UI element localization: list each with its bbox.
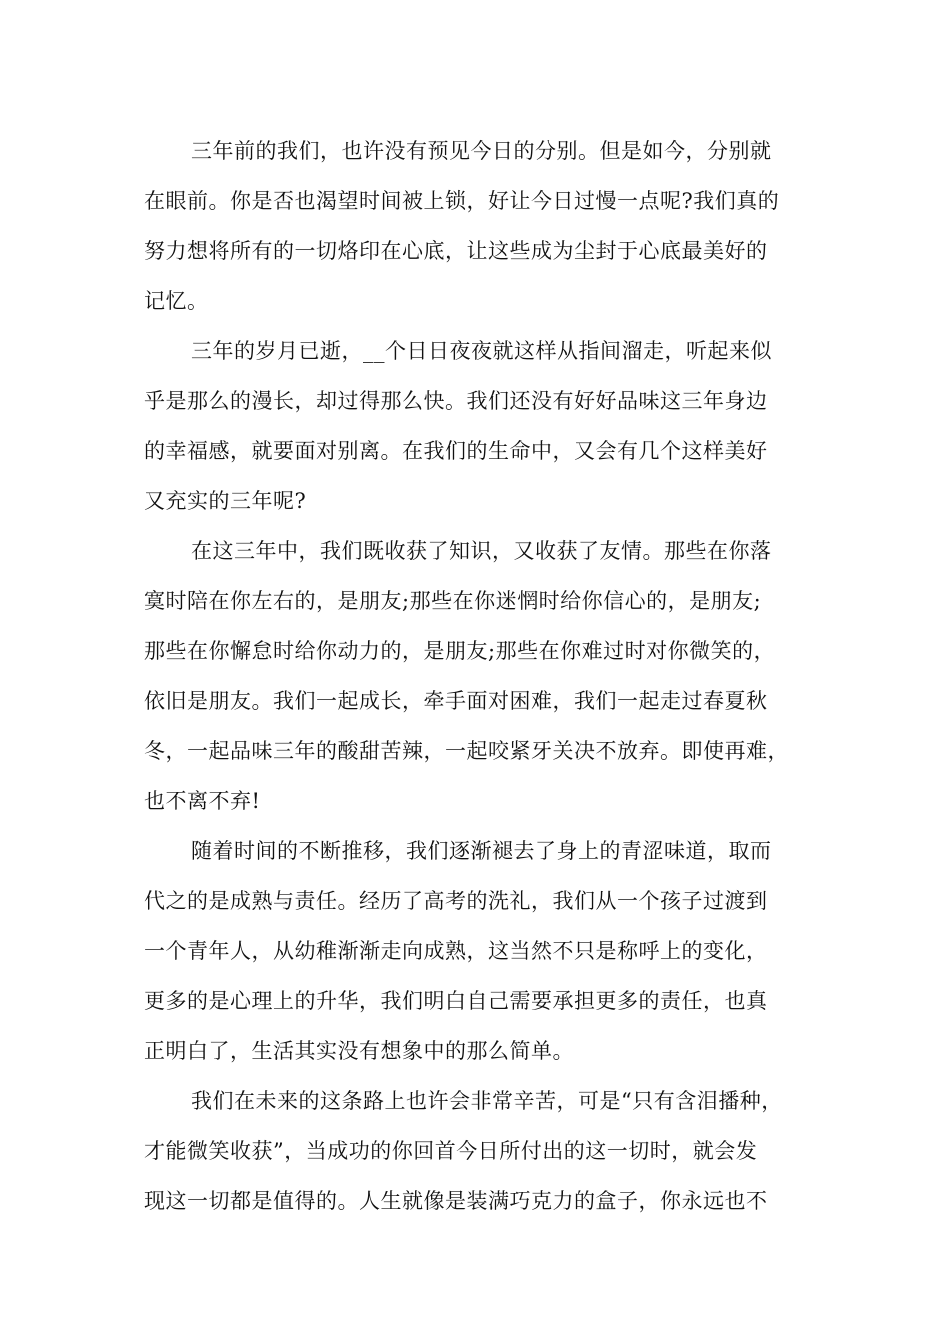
- text-line: 现这一切都是值得的。人生就像是装满巧克力的盒子，你永远也不: [144, 1189, 768, 1213]
- text-line: 正明白了，生活其实没有想象中的那么简单。: [144, 1039, 574, 1063]
- text-line: 也不离不弃!: [144, 789, 261, 813]
- text-line: 寞时陪在你左右的，是朋友;那些在你迷惘时给你信心的，是朋友;: [144, 589, 762, 613]
- text-line: 冬，一起品味三年的酸甜苦辣，一起咬紧牙关决不放弃。即使再难，: [144, 739, 789, 763]
- text-line: 一个青年人，从幼稚渐渐走向成熟，这当然不只是称呼上的变化，: [144, 939, 768, 963]
- text-line: 随着时间的不断推移，我们逐渐褪去了身上的青涩味道，取而: [191, 839, 772, 863]
- paragraph: [144, 1076, 824, 1226]
- text-line: 乎是那么的漫长，却过得那么快。我们还没有好好品味这三年身边: [144, 389, 768, 413]
- paragraph: [144, 126, 824, 326]
- text-line: 那些在你懈怠时给你动力的，是朋友;那些在你难过时对你微笑的，: [144, 639, 776, 663]
- paragraph: [144, 826, 824, 1076]
- paragraph: [144, 326, 824, 526]
- text-line: 在这三年中，我们既收获了知识，又收获了友情。那些在你落: [191, 539, 772, 563]
- text-line: 更多的是心理上的升华，我们明白自己需要承担更多的责任，也真: [144, 989, 768, 1013]
- paragraph: [144, 526, 824, 826]
- text-line: 三年的岁月已逝，__个日日夜夜就这样从指间溜走，听起来似: [191, 339, 772, 363]
- text-line: 的幸福感，就要面对别离。在我们的生命中，又会有几个这样美好: [144, 439, 768, 463]
- text-line: 依旧是朋友。我们一起成长，牵手面对困难，我们一起走过春夏秋: [144, 689, 768, 713]
- text-line: 我们在未来的这条路上也许会非常辛苦，可是“只有含泪播种，: [191, 1089, 783, 1113]
- text-line: 三年前的我们，也许没有预见今日的分别。但是如今，分别就: [191, 139, 772, 163]
- text-line: 记忆。: [144, 289, 209, 313]
- document-body: [144, 126, 824, 1226]
- text-line: 代之的是成熟与责任。经历了高考的洗礼，我们从一个孩子过渡到: [144, 889, 768, 913]
- text-line: 又充实的三年呢?: [144, 489, 307, 513]
- text-line: 努力想将所有的一切烙印在心底，让这些成为尘封于心底最美好的: [144, 239, 768, 263]
- text-line: 在眼前。你是否也渴望时间被上锁，好让今日过慢一点呢?我们真的: [144, 189, 780, 213]
- text-line: 才能微笑收获”，当成功的你回首今日所付出的这一切时，就会发: [144, 1139, 758, 1163]
